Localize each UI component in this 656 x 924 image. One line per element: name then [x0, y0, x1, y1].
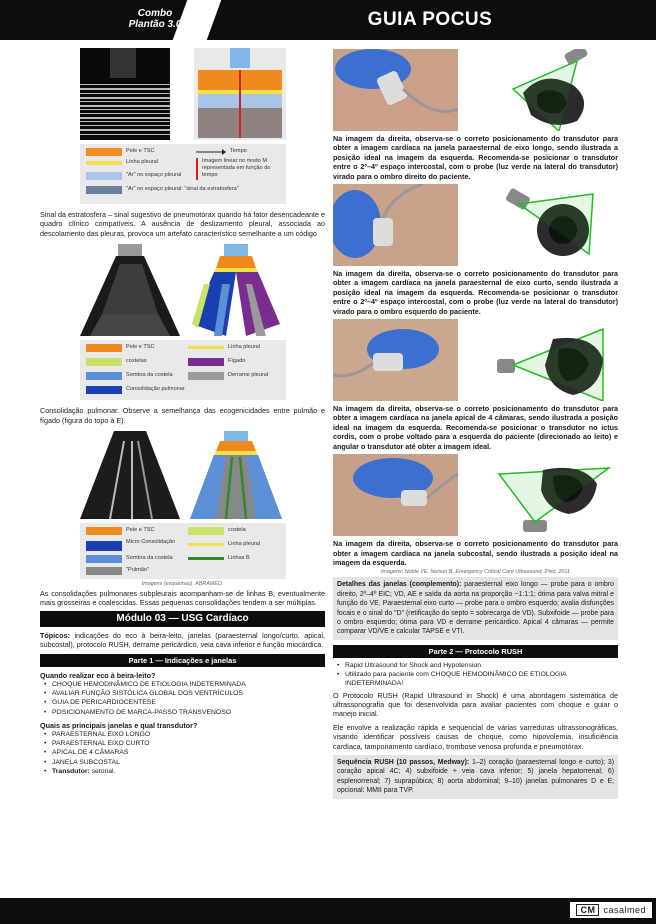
right-column	[333, 46, 618, 799]
logo-mark: CM	[576, 904, 599, 916]
list-item: • GUIA DE PERICARDIOCENTESE	[44, 698, 325, 707]
list-item: • POSICIONAMENTO DE MARCA-PASSO TRANSVENOSO	[44, 708, 325, 717]
legend-figado: Fígado	[228, 358, 246, 365]
blines-schematic-icon	[186, 431, 286, 519]
page-header	[0, 0, 656, 40]
paragraph-subpleurais: As consolidações pulmonares subpleurais acompanham-se de linhas B, eventualmente mais grosseiras e coalescidas. Essas pequenas consolidações tendem a ser múltiplas.	[40, 589, 325, 608]
list-item: • Rapid Ultrasound for Shock and Hypotension	[337, 661, 618, 670]
legend-pele: Pele e TSC	[126, 148, 155, 154]
sequencia-label: Sequência RUSH (10 passos, Medway):	[337, 759, 470, 767]
paragraph-rush-desc: Ele envolve a realização rápida e sequencial de várias varreduras ultrassonográficas, visando identificar possíveis causas de choque, como hipovolemia, insuficiência cardíaca, tamponamento cardíaco, trombose venosa profunda e pneumotórax.	[333, 722, 618, 751]
legend-pele: Pele e TSC	[126, 527, 155, 534]
list-item: • PARAESTERNAL EIXO LONGO	[44, 730, 325, 739]
list-rush	[337, 661, 618, 689]
header-brand	[110, 8, 200, 30]
footer-logo	[570, 902, 652, 918]
mmode-legend	[80, 144, 286, 204]
photo-probe-paraesternal-longo	[333, 49, 458, 131]
question-quando: Quando realizar eco à beira-leito?	[40, 670, 156, 680]
heart-sector-icon	[493, 184, 618, 266]
blines-ultrasound-image	[80, 431, 180, 519]
mmode-schematic	[194, 48, 286, 140]
transdutor-label: Transdutor:	[52, 768, 90, 776]
detalhes-label: Detalhes das janelas (complemento):	[337, 581, 462, 589]
figure-row-apical	[333, 316, 618, 404]
sequencia-box	[333, 755, 618, 799]
figure-row-paraesternal-curto	[333, 181, 618, 269]
heart-panel-paraesternal-curto	[493, 184, 618, 266]
legend-ar-estratosfera: "Ar" no espaço pleural: "sinal da estratosfera"	[126, 186, 239, 192]
paragraph-paraesternal-curto: Na imagem da direita, observa-se o correto posicionamento do transdutor para obter a imagem cardíaca na janela paraesternal de eixo curto, sendo ilustrada a posição ideal na imagem da esquerda. Recomenda-se posicionar o transdutor entre o 2º–4º espaço intercostal, com o probe (luz verde na lateral do transdutor) virado para o ombro esquerdo do paciente.	[333, 269, 618, 316]
consolidation-ultrasound-image	[80, 244, 180, 336]
heart-sector-icon	[493, 49, 618, 131]
red-line-swatch	[196, 158, 198, 180]
probe-hand-icon	[333, 49, 458, 131]
paragraph-paraesternal-longo: Na imagem da direita, observa-se o correto posicionamento do transdutor para obter a imagem cardíaca na janela paraesternal de eixo longo, sendo ilustrada a posição ideal na imagem da esquerda. Recomenda-se posicionar o transdutor entre o 2º–4º espaço intercostal, com o probe (luz verde na lateral do transdutor) virado para o ombro direito do paciente.	[333, 134, 618, 181]
page-title: GUIA POCUS	[367, 9, 493, 30]
legend-linha-pleural: Linha pleural	[228, 344, 261, 351]
blines-legend	[80, 523, 286, 579]
probe-hand-icon	[333, 319, 458, 401]
heart-sector-icon	[493, 319, 618, 401]
legend-sombra: Sombra da costela	[126, 555, 173, 562]
page-footer	[0, 898, 656, 924]
paragraph-consolidacao: Consolidação pulmonar. Observe a semelhança das ecogenicidades entre pulmão e fígado (figura do topo à E).	[40, 406, 325, 425]
heart-panel-paraesternal-longo	[493, 49, 618, 131]
legend-costelas: costelas	[126, 358, 147, 365]
detalhes-box	[333, 577, 618, 639]
figure-consolidacao	[76, 242, 289, 402]
topicos-text: indicações do eco à beira-leito, janelas (paraesternal longo/curto, apical, subcostal), protocolo RUSH, derrame pericárdico, veia cava inferior e função miocárdica.	[40, 630, 325, 650]
ultrasound-sector-icon	[80, 244, 180, 336]
list-item: • AVALIAR FUNÇÃO SISTÓLICA GLOBAL DOS VENTRÍCULOS	[44, 689, 325, 698]
module-title-bar: Módulo 03 — USG Cardíaco	[40, 611, 325, 627]
list-item: • JANELA SUBCOSTAL	[44, 758, 325, 767]
legend-pele: Pele e TSC	[126, 344, 155, 351]
heart-panel-subcostal	[493, 454, 618, 536]
list-item: • CHOQUE HEMODINÂMICO DE ETIOLOGIA INDETERMINADA	[44, 680, 325, 689]
ultrasound-sector-icon	[80, 431, 180, 519]
legend-linhas-b: Linhas B	[228, 555, 250, 562]
list-item-transdutor	[44, 767, 325, 776]
transdutor-value: setorial.	[89, 768, 116, 776]
list-item: • Utilizado para paciente com CHOQUE HEMODINÂMICO DE ETIOLOGIA INDETERMINADA!	[337, 670, 618, 689]
brand-line1: Combo	[137, 8, 173, 19]
blines-schematic	[186, 431, 286, 519]
probe-hand-icon	[333, 184, 458, 266]
part1-title-bar: Parte 1 — Indicações e janelas	[40, 654, 325, 667]
list-item: • PARAESTERNAL EIXO CURTO	[44, 739, 325, 748]
mmode-ultrasound-image	[80, 48, 170, 140]
sequencia-text: 1–2) coração (paraesternal longo e curto); 3) coração apical 4C; 4) subxifoide + veia cava inferior; 5) janela hepatorrenal; 6) esplenorrenal; 7) suprapúbica; 8) aorta abdominal; 9–10) janelas pulmonares D e E; opcional: MMII para TVP.	[337, 759, 614, 795]
list-indicacoes	[44, 680, 325, 717]
mmode-barcode-icon	[80, 48, 170, 140]
heart-sector-icon	[493, 454, 618, 536]
photo-probe-subcostal	[333, 454, 458, 536]
consolidation-schematic	[186, 244, 286, 336]
legend-linha-pleural: Linha pleural	[126, 159, 159, 165]
legend-sombra: Sombra da costela	[126, 372, 173, 379]
figure-row-paraesternal-longo	[333, 46, 618, 134]
legend-pulmao: "Pulmão"	[126, 567, 149, 574]
legend-imagem-linear: Imagem linear no modo M representada em função do tempo	[202, 158, 271, 178]
brand-line2: Plantão 3.0	[128, 19, 182, 30]
heart-panel-apical	[493, 319, 618, 401]
paragraph-apical: Na imagem da direita, observa-se o correto posicionamento do transdutor para obter a imagem cardíaca na janela apical de 4 câmaras, sendo ilustrada a posição ideal na imagem da esquerda. Recomenda-se posicionar o transdutor no ictus cordis, com o probe voltado para a esquerda do paciente (direcionado ao leito) e angular o transdutor até obter a imagem ideal.	[333, 404, 618, 451]
list-item: • APICAL DE 4 CÂMARAS	[44, 748, 325, 757]
figure-linhas-b	[76, 429, 289, 579]
question-janelas: Quais as principais janelas e qual transdutor?	[40, 720, 198, 730]
list-janelas	[44, 730, 325, 776]
paragraph-subcostal: Na imagem da direita, observa-se o correto posicionamento do transdutor para obter a imagem cardíaca na janela subcostal, sendo ilustrada a posição ideal na imagem da esquerda.	[333, 539, 618, 567]
paragraph-rush-intro: O Protocolo RUSH (Rapid Ultrasound in Shock) é uma abordagem sistemática de ultrassonografia que foi desenvolvida para avaliar pacientes com choque e guiar o manejo inicial.	[333, 690, 618, 719]
topicos-label: Tópicos:	[40, 630, 70, 640]
figure-mmode	[76, 46, 289, 206]
detalhes-text: paraesternal eixo longo — probe para o ombro direito, 2º–4º EIC; VD, AE e saída da aorta na proporção ~1:1:1; ótima para valva mitral e função do VE. Paraesternal eixo curto — probe para o ombro esquerdo; avalia disfunções focais e o sinal do "D" (retificação do septo = sobrecarga de VD). Subxifoide — probe para o ombro esquerdo; ótima para VD e derrame pericárdico. Apical 4 câmaras — permite comparar VD/VE e calcular TAPSE e VTI.	[337, 581, 614, 636]
consolidation-schematic-icon	[186, 244, 286, 336]
photo-probe-apical	[333, 319, 458, 401]
figure-row-subcostal	[333, 451, 618, 539]
legend-derrame: Derrame pleural	[228, 372, 269, 379]
arrow-tempo-icon	[196, 148, 226, 156]
photo-probe-paraesternal-curto	[333, 184, 458, 266]
legend-ar-pleural: "Ar" no espaço pleural	[126, 172, 182, 178]
paragraph-estratosfera: Sinal da estratosfera – sinal sugestivo de pneumotórax quando há fator desencadeante e quadro clínico compatíveis. A ausência de deslizamento pleural, associada ao descolamento das pleuras, provoca um artefato característico semelhante a um código	[40, 210, 325, 238]
mmode-schematic-icon	[194, 48, 286, 140]
figure-caption-left: Imagens (esquemas): ABRAMED.	[141, 581, 224, 588]
legend-tempo: Tempo	[230, 148, 247, 154]
left-column	[40, 46, 325, 776]
consolidation-legend	[80, 340, 286, 400]
legend-linha-pleural: Linha pleural	[228, 541, 261, 548]
legend-costela: costela	[228, 527, 246, 534]
probe-hand-icon	[333, 454, 458, 536]
legend-micro: Micro Consolidação	[126, 539, 176, 546]
part2-title-bar: Parte 2 — Protocolo RUSH	[333, 645, 618, 658]
legend-consolidacao: Consolidação pulmonar	[126, 386, 185, 393]
figure-caption-right: Imagens: Noble VE, Nelson B. Emergency Critical Care Ultrasound, 2ªed, 2011	[381, 569, 570, 576]
logo-text: casalmed	[603, 905, 646, 915]
topicos-paragraph	[40, 631, 325, 650]
